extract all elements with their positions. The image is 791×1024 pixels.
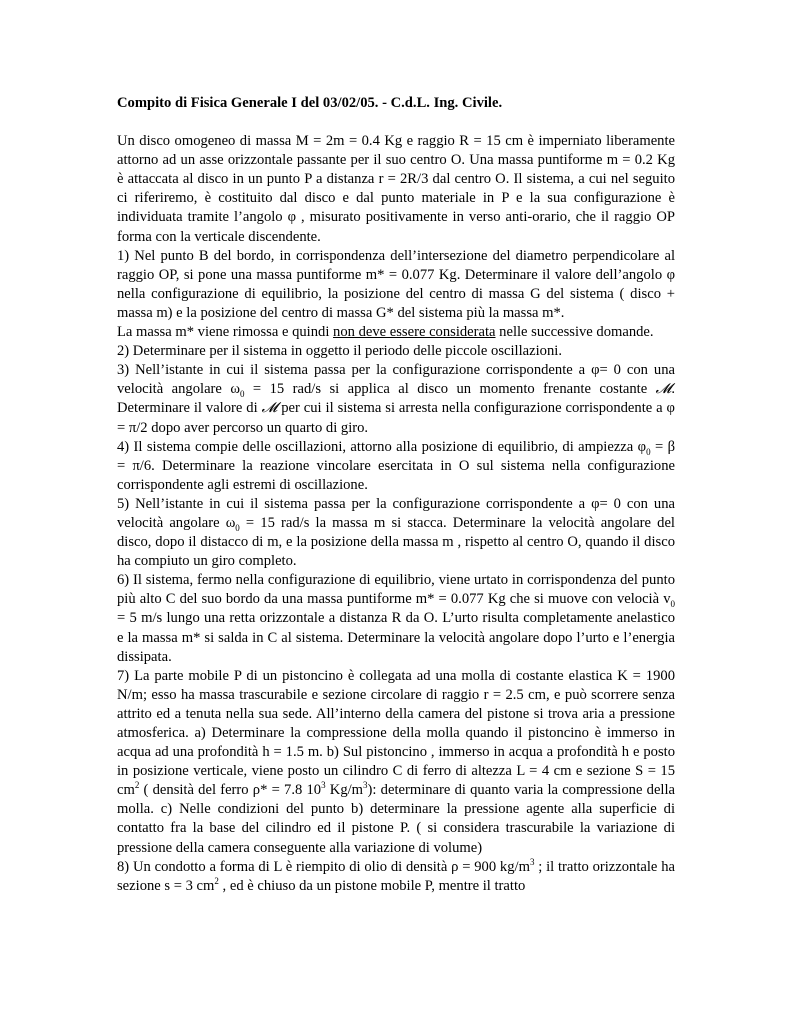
question-2: 2) Determinare per il sistema in oggetto il periodo delle piccole oscillazioni. bbox=[117, 343, 562, 360]
question-3 bbox=[117, 361, 675, 437]
q7-sup-3: 3 bbox=[363, 780, 368, 791]
q6-text-a: 6) Il sistema, fermo nella configurazione di equilibrio, viene urtato in corrispondenza del punto più alto C del suo bordo da una massa puntiforme m* = 0.077 Kg che si muove con velocià v bbox=[117, 572, 675, 608]
question-1-note bbox=[117, 323, 675, 342]
question-6 bbox=[117, 571, 675, 666]
note-post: nelle successive domande. bbox=[495, 324, 654, 341]
q5-text-a: 5) Nell’istante in cui il sistema passa per la configurazione corrispondente a φ= 0 con una velocità angolare ω bbox=[117, 495, 675, 531]
intro-paragraph: Un disco omogeneo di massa M = 2m = 0.4 Kg e raggio R = 15 cm è imperniato liberamente attorno ad un asse orizzontale passante per il suo centro O. Una massa puntiforme m = 0.2 Kg è attaccata al disco in un punto P a distanza r = 2R/3 dal centro O. Il sistema, a cui nel seguito ci riferiremo, è costituito dal disco e dal punto materiale in P e la sua configurazione è individuata tramite l’angolo φ , misurato positivamente in verso anti-orario, che il raggio OP forma con la verticale discendente. bbox=[117, 133, 675, 245]
question-7 bbox=[117, 667, 675, 858]
note-underlined: non deve essere considerata bbox=[333, 324, 496, 341]
q7-sup-2: 3 bbox=[321, 780, 326, 791]
question-4 bbox=[117, 438, 675, 495]
q3-sub: 0 bbox=[239, 389, 245, 400]
moment-symbol: 𝓜 bbox=[261, 400, 278, 417]
q4-text-b: = β = π/6. Determinare la reazione vincolare esercitata in O sul sistema nella configurazione corrispondente agli estremi di oscillazione. bbox=[117, 438, 675, 493]
q6-text-b: = 5 m/s lungo una retta orizzontale a distanza R da O. L’urto risulta completamente anelastico e la massa m* si salda in C al sistema. Determinare la velocità angolare dopo l’urto e l’energia dissipata. bbox=[117, 610, 675, 665]
q7-text-d: ): determinare di quanto varia la compressione della molla. c) Nelle condizioni del punto b) determinare la pressione agente alla superficie di contatto fra la base del cilindro ed il pistone P. ( si considera trascurabile la variazione di pressione della camera conseguente alla variazione di volume) bbox=[117, 782, 676, 856]
q8-text-b: ; il tratto orizzontale ha sezione s = 3 cm bbox=[117, 858, 675, 894]
q5-text-b: = 15 rad/s la massa m si stacca. Determinare la velocità angolare del disco, dopo il distacco di m, e la posizione della massa m , rispetto al centro O, quando il disco ha compiuto un giro completo. bbox=[117, 514, 675, 570]
question-5 bbox=[117, 495, 675, 571]
q6-sub: 0 bbox=[670, 599, 675, 610]
q3-text-b: = 15 rad/s si applica al disco un momento frenante costante bbox=[244, 381, 656, 398]
document-title: Compito di Fisica Generale I del 03/02/05. - C.d.L. Ing. Civile. bbox=[117, 95, 503, 111]
q7-text-c: Kg/m bbox=[325, 782, 364, 799]
q4-text-a: 4) Il sistema compie delle oscillazioni, attorno alla posizione di equilibrio, di ampiezza φ bbox=[117, 438, 647, 455]
moment-symbol: 𝓜 bbox=[655, 381, 672, 398]
q8-text-c: , ed è chiuso da un pistone mobile P, mentre il tratto bbox=[218, 877, 526, 894]
question-8 bbox=[117, 858, 675, 896]
note-pre: La massa m* viene rimossa e quindi bbox=[117, 324, 334, 341]
q8-sup-2: 2 bbox=[214, 875, 219, 886]
q7-text-a: 7) La parte mobile P di un pistoncino è collegata ad una molla di costante elastica K = 1900 N/m; esso ha massa trascurabile e sezione circolare di raggio r = 2.5 cm, e può scorrere senza attrito ed a tenuta nella sua sede. All’interno della camera del pistone si trova aria a pressione atmosferica. a) Determinare la compressione della molla quando il pistoncino è immerso in acqua ad una profondità h = 1.5 m. b) Sul pistoncino , immerso in acqua a profondità h e posto in posizione verticale, viene posto un cilindro C di ferro di altezza L = 4 cm e sezione S = 15 cm bbox=[117, 667, 675, 799]
q8-text-a: 8) Un condotto a forma di L è riempito di olio di densità ρ = 900 kg/m bbox=[117, 858, 530, 875]
question-1: 1) Nel punto B del bordo, in corrispondenza dell’intersezione del diametro perpendicolare al raggio OP, si pone una massa puntiforme m* = 0.077 Kg. Determinare il valore dell’angolo φ nella configurazione di equilibrio, la posizione del centro di massa G del sistema ( disco + massa m) e la posizione del centro di massa G* del sistema più la massa m*. bbox=[117, 247, 675, 321]
q7-text-b: ( densità del ferro ρ* = 7.8 10 bbox=[139, 782, 322, 799]
document-page bbox=[117, 94, 675, 896]
q5-sub: 0 bbox=[235, 522, 240, 533]
q7-sup-1: 2 bbox=[134, 780, 140, 791]
q3-text-c: . Determinare il valore di bbox=[117, 381, 675, 417]
q4-sub: 0 bbox=[646, 446, 651, 457]
q3-text-d: per cui il sistema si arresta nella configurazione corrispondente a φ = π/2 dopo aver percorso un quarto di giro. bbox=[117, 400, 675, 436]
q8-sup-1: 3 bbox=[529, 856, 535, 867]
q3-text-a: 3) Nell’istante in cui il sistema passa per la configurazione corrispondente a φ= 0 con una velocità angolare ω bbox=[117, 362, 675, 398]
